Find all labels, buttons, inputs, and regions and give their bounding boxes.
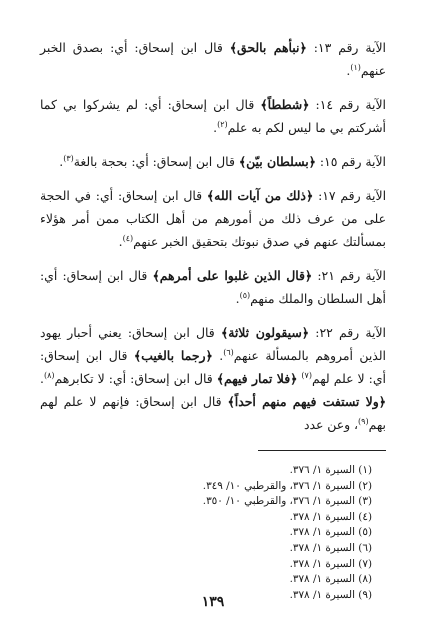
verse-number: الآية رقم ١٤: (309, 97, 386, 112)
punctuation: . (346, 63, 351, 78)
punctuation: . (40, 371, 44, 386)
footnote-4: (٤) السيرة ١/ ٣٧٨. (289, 510, 372, 523)
footnote-5: (٥) السيرة ١/ ٣٧٨. (289, 526, 372, 539)
footnote-7: (٧) السيرة ١/ ٣٧٨. (289, 557, 372, 570)
footnote-1: (١) السيرة ١/ ٣٧٦. (289, 464, 372, 476)
verse-17-paragraph (40, 184, 386, 253)
commentary-text: قال ابن إسحاق: أي: لم يشركوا بي كما أشركتم بي ما ليس لكم به علم (40, 97, 386, 135)
footnote-ref: (٩) (358, 416, 369, 426)
footnotes-list (40, 463, 386, 603)
quran-verse: ﴿ولا تستفت فيهم منهم أحداً﴾ (227, 394, 386, 409)
footnote-3: (٣) السيرة ١/ ٣٧٦، والقرطبي ١٠/ ٣٥٠. (202, 495, 372, 508)
verse-number: الآية رقم ١٥: (315, 154, 386, 169)
footnote-ref: (٧) (301, 370, 312, 380)
quran-verse: ﴿بسلطان بيّن﴾ (238, 154, 316, 169)
commentary-text: قال ابن إسحاق: أي: بحجة بالغة (73, 154, 239, 169)
footnote-2: (٢) السيرة ١/ ٣٧٦، والقرطبي ١٠/ ٣٤٩. (202, 479, 372, 492)
quran-verse: ﴿ذلك من آيات الله﴾ (206, 188, 314, 203)
quran-verse: ﴿قال الذين غلبوا على أمرهم﴾ (152, 268, 313, 283)
commentary-text: قال ابن إسحاق: يعني أحبار يهود الذين أمروهم بالمسألة عنهم (40, 325, 386, 363)
footnote-8: (٨) السيرة ١/ ٣٧٨. (289, 573, 372, 586)
footnote-ref: (٨) (43, 370, 55, 380)
quran-verse: ﴿شططاً﴾ (260, 97, 310, 112)
quran-verse: ﴿سيقولون ثلاثة﴾ (220, 325, 310, 340)
quran-verse: ﴿فلا تمار فيهم﴾ (216, 371, 298, 386)
commentary-text: قال ابن إسحاق: فإنهم لا علم لهم بهم (40, 394, 386, 432)
footnote-ref: (٦) (223, 347, 234, 357)
page-number: ١٣٩ (201, 594, 225, 610)
quran-verse: ﴿نبأهم بالحق﴾ (229, 40, 307, 55)
verse-number: الآية رقم ٢١: (312, 268, 386, 283)
verse-number: الآية رقم ١٧: (313, 188, 387, 203)
verse-number: الآية رقم ٢٢: (309, 325, 386, 340)
footnote-ref: (٤) (122, 233, 134, 243)
footnote-ref: (١) (350, 62, 361, 72)
quran-verse: ﴿رجما بالغيب﴾ (133, 348, 213, 363)
punctuation: . (235, 291, 240, 306)
footnote-6: (٦) السيرة ١/ ٣٧٨. (289, 541, 372, 554)
punctuation: . (212, 348, 224, 363)
footnote-9: (٩) السيرة ١/ ٣٧٨. (289, 588, 372, 601)
commentary-text: قال ابن إسحاق: أي: أهل السلطان والملك منهم (40, 268, 386, 306)
commentary-text: قال ابن إسحاق: أي: في الحجة على من عرف ذلك من أمورهم من أهل الكتاب ممن أمر هؤلاء بمسألتك عنهم في صدق نبوتك بتحقيق الخبر عنهم (40, 188, 386, 249)
verse-21-paragraph (40, 264, 386, 310)
footnote-ref: (٣) (63, 153, 74, 163)
verse-number: الآية رقم ١٣: (306, 40, 386, 55)
verse-22-paragraph (40, 321, 386, 436)
verse-13-paragraph (40, 36, 386, 82)
commentary-text: ، وعن عدد (303, 417, 359, 432)
punctuation: . (213, 120, 218, 135)
verse-15-paragraph (40, 150, 386, 173)
footnote-ref: (٢) (217, 119, 228, 129)
punctuation: . (118, 234, 123, 249)
footnote-ref: (٥) (239, 290, 251, 300)
verse-14-paragraph (40, 93, 386, 139)
commentary-text: قال ابن إسحاق: أي: بصدق الخبر عنهم (40, 40, 386, 78)
footnote-divider (258, 450, 386, 451)
commentary-text: قال ابن إسحاق: أي: لا تكابرهم (54, 371, 217, 386)
commentary-text: قال ابن إسحاق: أي: لا علم لهم (40, 348, 386, 386)
punctuation: . (59, 154, 64, 169)
